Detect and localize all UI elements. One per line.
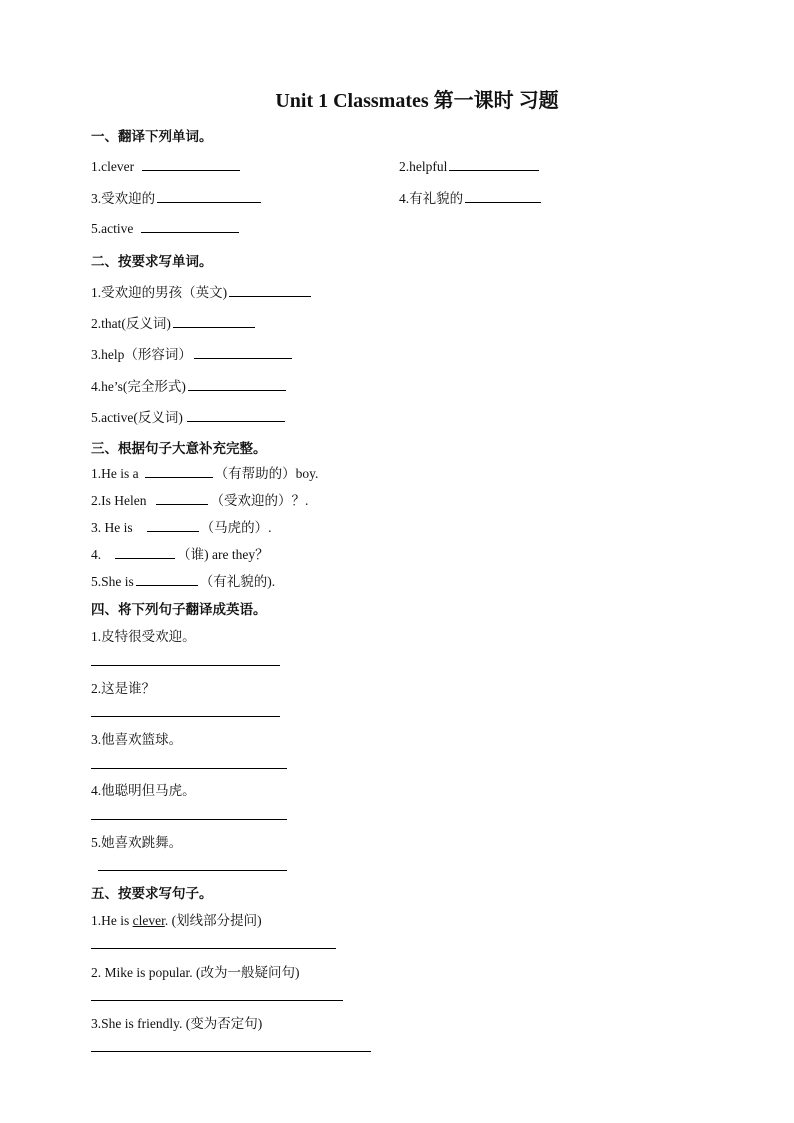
s3-q5-suffix: （有礼貌的). (199, 574, 276, 589)
s3-q3-suffix: （马虎的）. (200, 520, 272, 535)
s3-question-3 (91, 516, 272, 536)
section-3-heading: 三、根据句子大意补充完整。 (91, 441, 267, 456)
section-1-heading: 一、翻译下列单词。 (91, 129, 213, 144)
s1-question-3 (91, 187, 261, 207)
answer-blank[interactable] (136, 571, 198, 586)
s1-question-5 (91, 218, 239, 237)
s3-question-5 (91, 570, 275, 590)
s3-q4-suffix: （谁) are they？ (177, 547, 269, 562)
answer-blank[interactable] (194, 344, 292, 359)
s5-question-1 (91, 909, 262, 929)
s1-q3-text: 3.受欢迎的 (91, 191, 156, 206)
answer-blank[interactable] (141, 218, 239, 233)
answer-blank[interactable] (465, 188, 541, 203)
section-2-heading: 二、按要求写单词。 (91, 254, 213, 269)
s2-question-2 (91, 312, 255, 332)
answer-line[interactable] (91, 716, 280, 717)
s1-q1-text: 1.clever (91, 159, 135, 174)
s4-question-4: 4.他聪明但马虎。 (91, 783, 196, 798)
answer-blank[interactable] (115, 544, 175, 559)
underlined-word: clever (132, 913, 165, 928)
s3-q2-prefix: 2.Is Helen (91, 493, 147, 508)
s4-question-3: 3.他喜欢篮球。 (91, 732, 183, 747)
answer-blank[interactable] (157, 188, 261, 203)
answer-line[interactable] (91, 665, 280, 666)
s5-question-2: 2. Mike is popular. (改为一般疑问句) (91, 965, 300, 980)
answer-line[interactable] (98, 870, 287, 871)
s1-question-1 (91, 156, 240, 175)
s1-q4-text: 4.有礼貌的 (399, 191, 464, 206)
page-title: Unit 1 Classmates 第一课时 习题 (275, 90, 559, 112)
s3-question-1 (91, 462, 318, 482)
answer-blank[interactable] (173, 313, 255, 328)
s1-question-4 (399, 187, 541, 207)
answer-line[interactable] (91, 948, 336, 949)
section-4-heading: 四、将下列句子翻译成英语。 (91, 602, 267, 617)
s5-q1-prefix: 1.He is (91, 913, 130, 928)
answer-line[interactable] (91, 819, 287, 820)
s4-question-5: 5.她喜欢跳舞。 (91, 835, 183, 850)
s3-q5-prefix: 5.She is (91, 574, 134, 589)
s1-q2-text: 2.helpful (399, 159, 448, 174)
answer-blank[interactable] (142, 156, 240, 171)
answer-blank[interactable] (145, 463, 213, 478)
s3-q3-prefix: 3. He is (91, 520, 133, 535)
s2-question-5 (91, 406, 285, 426)
answer-line[interactable] (91, 1051, 371, 1052)
section-5-heading: 五、按要求写句子。 (91, 886, 213, 901)
s3-q1-prefix: 1.He is a (91, 466, 139, 481)
answer-blank[interactable] (156, 490, 208, 505)
s2-q3-text: 3.help（形容词） (91, 347, 192, 362)
s2-question-1 (91, 281, 311, 301)
answer-blank[interactable] (188, 376, 286, 391)
s2-q2-text: 2.that(反义词) (91, 316, 171, 331)
s2-question-4 (91, 375, 286, 395)
s3-q2-suffix: （受欢迎的）？. (210, 493, 309, 508)
s5-q1-suffix: . (划线部分提问) (164, 913, 262, 928)
answer-line[interactable] (91, 768, 287, 769)
s4-question-2: 2.这是谁？ (91, 681, 156, 696)
s3-q4-prefix: 4. (91, 547, 102, 562)
s5-question-3: 3.She is friendly. (变为否定句) (91, 1016, 263, 1031)
s1-question-2 (399, 156, 539, 175)
s3-q1-suffix: （有帮助的）boy. (214, 466, 319, 481)
s1-q5-text: 5.active (91, 221, 134, 236)
answer-blank[interactable] (147, 517, 199, 532)
answer-line[interactable] (91, 1000, 343, 1001)
s2-q1-text: 1.受欢迎的男孩（英文) (91, 285, 228, 300)
s4-question-1: 1.皮特很受欢迎。 (91, 629, 196, 644)
s3-question-4 (91, 543, 269, 563)
s3-question-2 (91, 489, 308, 509)
answer-blank[interactable] (449, 156, 539, 171)
answer-blank[interactable] (187, 407, 285, 422)
answer-blank[interactable] (229, 282, 311, 297)
s2-question-3 (91, 343, 292, 363)
s2-q5-text: 5.active(反义词) (91, 410, 183, 425)
s2-q4-text: 4.he’s(完全形式) (91, 379, 186, 394)
